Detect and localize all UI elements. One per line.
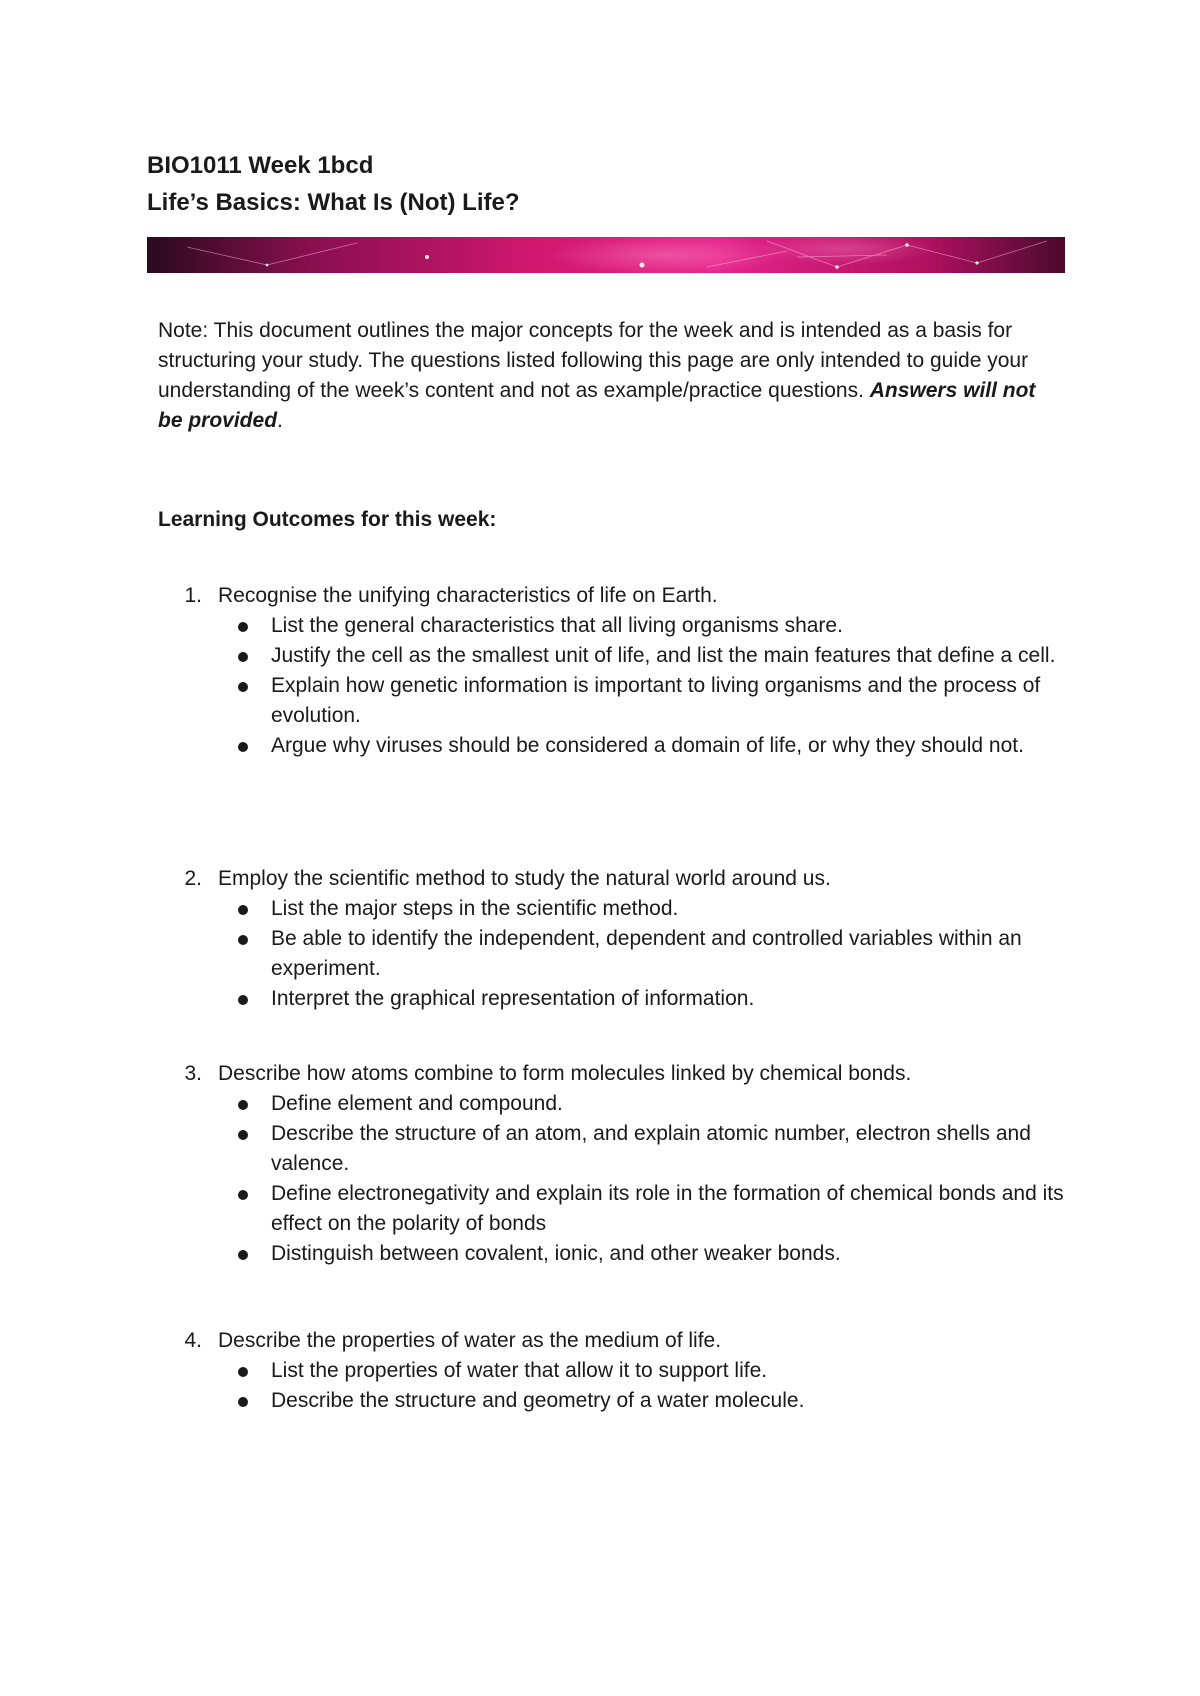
- bullet-icon: [231, 1386, 251, 1416]
- outcome-text: Recognise the unifying characteristics of life on Earth.: [218, 584, 718, 607]
- bullet-item: [231, 1089, 1068, 1119]
- outcome-line: [158, 1326, 1068, 1356]
- bullet-icon: [231, 671, 251, 731]
- bullet-item: [231, 671, 1068, 731]
- outcome-item: [158, 864, 1068, 1014]
- document-subtitle: Life’s Basics: What Is (Not) Life?: [147, 189, 520, 216]
- note-period: .: [277, 409, 283, 432]
- bullet-item: [231, 984, 1068, 1014]
- bullet-text: Define electronegativity and explain its role in the formation of chemical bonds and its effect on the polarity of bonds: [271, 1182, 1064, 1235]
- bullet-text: List the properties of water that allow it to support life.: [271, 1359, 768, 1382]
- bullet-item: [231, 1119, 1068, 1179]
- outcome-text: Employ the scientific method to study the natural world around us.: [218, 867, 831, 890]
- bullet-text: Describe the structure of an atom, and explain atomic number, electron shells and valence.: [271, 1122, 1031, 1175]
- outcome-text: Describe how atoms combine to form molecules linked by chemical bonds.: [218, 1062, 912, 1085]
- banner-graphic: [147, 237, 1065, 273]
- outcome-text: Describe the properties of water as the medium of life.: [218, 1329, 722, 1352]
- bullet-item: [231, 1179, 1068, 1239]
- bullet-item: [231, 1356, 1068, 1386]
- bullet-text: Explain how genetic information is important to living organisms and the process of evolution.: [271, 674, 1041, 727]
- outcome-number: 4.: [184, 1329, 202, 1352]
- bullet-text: Distinguish between covalent, ionic, and other weaker bonds.: [271, 1242, 841, 1265]
- bullet-text: Argue why viruses should be considered a domain of life, or why they should not.: [271, 734, 1024, 757]
- bullet-text: Interpret the graphical representation of information.: [271, 987, 755, 1010]
- note-emphasis: Answers will not be provided: [158, 379, 1036, 432]
- bullet-item: [231, 894, 1068, 924]
- bullet-item: [231, 611, 1068, 641]
- bullet-icon: [231, 1119, 251, 1179]
- outcome-item: [158, 1059, 1068, 1269]
- bullet-icon: [231, 894, 251, 924]
- outcome-bullets: [158, 894, 1068, 1014]
- outcome-number: 1.: [184, 584, 202, 607]
- outcome-number: 2.: [184, 867, 202, 890]
- outcome-line: [158, 864, 1068, 894]
- bullet-text: Describe the structure and geometry of a water molecule.: [271, 1389, 805, 1412]
- outcome-line: [158, 1059, 1068, 1089]
- outcome-bullets: [158, 1089, 1068, 1269]
- bullet-icon: [231, 731, 251, 761]
- bullet-text: List the general characteristics that all living organisms share.: [271, 614, 843, 637]
- bullet-icon: [231, 1239, 251, 1269]
- outcome-item: [158, 1326, 1068, 1416]
- bullet-icon: [231, 641, 251, 671]
- outcome-bullets: [158, 611, 1068, 761]
- note-text: Note: This document outlines the major concepts for the week and is intended as a basis for structuring your study. The questions listed following this page are only intended to guide your understanding of the week’s content and not as example/practice questions.: [158, 319, 1029, 402]
- outcome-number: 3.: [184, 1062, 202, 1085]
- bullet-icon: [231, 924, 251, 984]
- study-note: [158, 316, 1058, 436]
- outcome-line: [158, 581, 1068, 611]
- bullet-icon: [231, 984, 251, 1014]
- bullet-text: Define element and compound.: [271, 1092, 563, 1115]
- learning-outcomes-heading: Learning Outcomes for this week:: [158, 508, 497, 531]
- bullet-icon: [231, 1089, 251, 1119]
- bullet-item: [231, 924, 1068, 984]
- bullet-icon: [231, 611, 251, 641]
- bullet-text: Be able to identify the independent, dependent and controlled variables within an experiment.: [271, 927, 1022, 980]
- bullet-text: Justify the cell as the smallest unit of life, and list the main features that define a cell.: [271, 644, 1056, 667]
- outcome-item: [158, 581, 1068, 761]
- bullet-item: [231, 641, 1068, 671]
- bullet-item: [231, 731, 1068, 761]
- bullet-item: [231, 1386, 1068, 1416]
- bullet-text: List the major steps in the scientific method.: [271, 897, 679, 920]
- bullet-icon: [231, 1179, 251, 1239]
- bullet-icon: [231, 1356, 251, 1386]
- course-title: BIO1011 Week 1bcd: [147, 152, 374, 179]
- outcome-bullets: [158, 1356, 1068, 1416]
- header-banner: [147, 237, 1065, 273]
- bullet-item: [231, 1239, 1068, 1269]
